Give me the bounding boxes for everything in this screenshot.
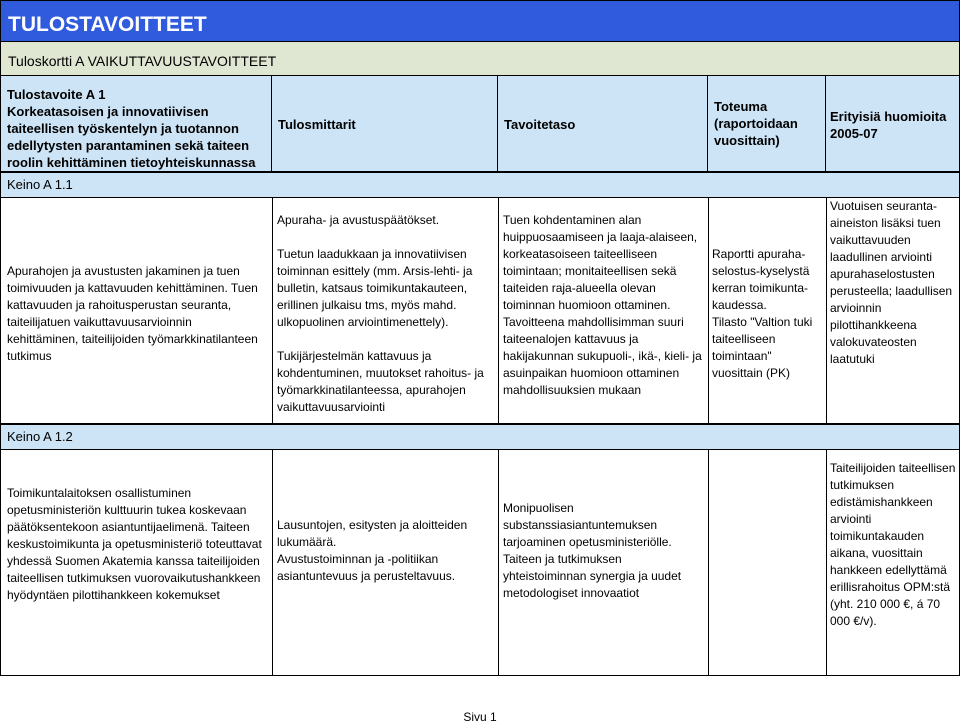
header-metrics: Tulosmittarit: [272, 76, 498, 172]
section-col-target: Tuen kohdentaminen alan huippuosaamiseen ja laaja-alaiseen, korkeatasoiseen taiteelliseen toimintaan; monitaiteellisen sekä taiteiden raja-alueella olevan toiminnan huomioon ottaminen. Tavoitteena mahdollisimman suuri taiteenalojen kattavuus ja hakijakunnan sukupuoli-, ikä-, kieli- ja asuinpaikan huomioon ottaminen mahdollisuuksien mukaan: [499, 198, 709, 423]
section-row: [0, 198, 960, 424]
section-col-metrics: Apuraha- ja avustuspäätökset. Tuetun laadukkaan ja innovatiivisen toiminnan esittely (mm. Arsis-lehti- ja bulletin, katsaus toimikuntakauteen, erillinen julkaisu tms, myös mahd. ulkopuolinen arviointimenettely). Tukijärjestelmän kattavuus ja kohdentuminen, muutokset rahoitus- ja työmarkkinatilanteessa, apurahojen vaikuttavuusarviointi: [273, 198, 499, 423]
section-col-realization: [709, 450, 827, 675]
section-col-remarks: Vuotuisen seuranta-aineiston lisäksi tuen vaikuttavuuden laadullinen arviointi apurahaselostusten perusteella; laadullisen arvioinnin pilottihankkeena valokuvateosten laatutuki: [830, 199, 953, 366]
header-remarks: Erityisiä huomioita 2005-07: [826, 76, 960, 172]
section-row: [0, 450, 960, 676]
section-key: Keino A 1.1: [0, 172, 960, 198]
section-col-description: Toimikuntalaitoksen osallistuminen opetusministeriön kulttuurin tukea koskevaan päätöksentekoon asiantuntijaelimenä. Taiteen keskustoimikunta ja opetusministeriö toteuttavat yhdessä Suomen Akatemia kanssa taiteilijoiden taiteellisen tutkimuksen vuorovaikutushankkeen hyödyntäen pilottihankkeen kokemukset: [1, 450, 273, 675]
section-col-description: Apurahojen ja avustusten jakaminen ja tuen toimivuuden ja kattavuuden kehittäminen. Tuen kattavuuden ja rahoitusperustan seuranta, taiteilijatuen vaikuttavuusarvioinnin kehittäminen, taiteilijoiden työmarkkinatilanteen tutkimus: [1, 198, 273, 423]
page-footer: Sivu 1: [463, 710, 497, 724]
page-title: TULOSTAVOITTEET: [0, 0, 960, 42]
header-realization: Toteuma (raportoidaan vuosittain): [708, 76, 826, 172]
section-col-metrics: Lausuntojen, esitysten ja aloitteiden lukumäärä. Avustustoiminnan ja -politiikan asiantuntevuus ja perusteltavuus.: [273, 450, 499, 675]
page-subtitle: Tuloskortti A VAIKUTTAVUUSTAVOITTEET: [0, 42, 960, 76]
section-col-remarks: Taiteilijoiden taiteellisen tutkimuksen edistämishankkeen arviointi toimikuntakauden aikana, vuosittain hankkeen edellyttämä erillisrahoitus OPM:stä (yht. 210 000 €, á 70 000 €/v).: [830, 461, 956, 628]
header-target: Tavoitetaso: [498, 76, 708, 172]
header-goal: Tulostavoite A 1 Korkeatasoisen ja innovatiivisen taiteellisen työskentelyn ja tuotannon edellytysten parantaminen sekä taiteen roolin kehittäminen tietoyhteiskunnassa: [0, 76, 272, 172]
section-col-target: Monipuolisen substanssiasiantuntemuksen tarjoaminen opetusministeriölle. Taiteen ja tutkimuksen yhteistoiminnan synergia ja uudet metodologiset innovaatiot: [499, 450, 709, 675]
section-col-realization: Raportti apuraha-selostus-kyselystä kerran toimikunta-kaudessa. Tilasto "Valtion tuki taiteelliseen toimintaan" vuosittain (PK): [709, 198, 827, 423]
section-key: Keino A 1.2: [0, 424, 960, 450]
